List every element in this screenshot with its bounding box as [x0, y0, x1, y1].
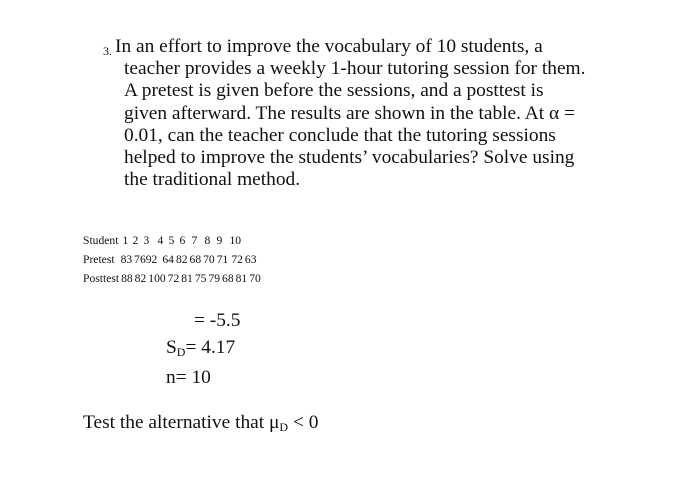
table-cell: 70 [249, 272, 261, 285]
table-cell: 2 [132, 234, 139, 247]
row-label-posttest: Posttest [83, 272, 120, 285]
table-cell: 83 [120, 253, 133, 266]
table-cell: 81 [181, 272, 193, 285]
problem-line-4: given afterward. The results are shown in the table. At α = [124, 102, 575, 124]
problem-line-2: teacher provides a weekly 1-hour tutoring session for them. [124, 58, 586, 80]
problem-line-7: the traditional method. [124, 169, 301, 191]
table-cell: 4 [157, 234, 164, 247]
summary-statistics [166, 308, 240, 392]
table-cell: 81 [235, 272, 248, 285]
problem-line-6: helped to improve the students’ vocabularies? Solve using [124, 147, 575, 169]
mu-symbol: μ [269, 412, 280, 433]
table-cell: 70 [203, 253, 215, 266]
sample-size: n= 10 [166, 367, 211, 388]
table-cell: 76 [134, 253, 146, 266]
table-cell: 7 [191, 234, 198, 247]
table-cell: 68 [189, 253, 202, 266]
table-cell: 82 [134, 272, 147, 285]
table-row-student [83, 231, 261, 250]
table-cell: 92 [145, 253, 158, 266]
table-cell: 75 [194, 272, 207, 285]
standard-deviation [166, 335, 240, 366]
sd-value: = 4.17 [185, 336, 236, 358]
table-cell: 68 [222, 272, 234, 285]
table-cell: 64 [162, 253, 174, 266]
alternative-hypothesis [83, 412, 318, 435]
table-cell: 8 [204, 234, 211, 247]
table-cell: 3 [143, 234, 150, 247]
table-cell: 5 [168, 234, 175, 247]
problem-line-5: 0.01, can the teacher conclude that the tutoring sessions [124, 124, 556, 146]
alt-prefix: Test the alternative that [83, 412, 270, 433]
alt-suffix: < 0 [288, 412, 319, 433]
table-cell: 100 [148, 272, 166, 285]
problem-line-3: A pretest is given before the sessions, and a posttest is [124, 80, 544, 102]
problem-number: 3. [103, 44, 112, 58]
table-row-pretest [83, 250, 261, 269]
sd-subscript: D [176, 344, 186, 359]
problem-text [115, 36, 635, 191]
table-cell: 82 [175, 253, 188, 266]
row-label-student: Student [83, 234, 119, 247]
table-row-posttest [83, 269, 261, 288]
sd-symbol: S [166, 336, 177, 358]
mean-difference: = -5.5 [194, 310, 241, 331]
table-cell: 6 [179, 234, 186, 247]
table-cell: 63 [244, 253, 257, 266]
table-cell: 88 [121, 272, 133, 285]
table-cell: 79 [208, 272, 221, 285]
table-cell: 72 [167, 272, 180, 285]
mu-subscript: D [279, 420, 289, 434]
table-cell: 72 [231, 253, 243, 266]
data-table [83, 231, 261, 288]
problem-line-1: In an effort to improve the vocabulary of 10 students, a [115, 36, 543, 57]
table-cell: 1 [122, 234, 129, 247]
table-cell: 71 [216, 253, 229, 266]
table-cell: 9 [216, 234, 223, 247]
row-label-pretest: Pretest [83, 253, 115, 266]
table-cell: 10 [229, 234, 242, 247]
